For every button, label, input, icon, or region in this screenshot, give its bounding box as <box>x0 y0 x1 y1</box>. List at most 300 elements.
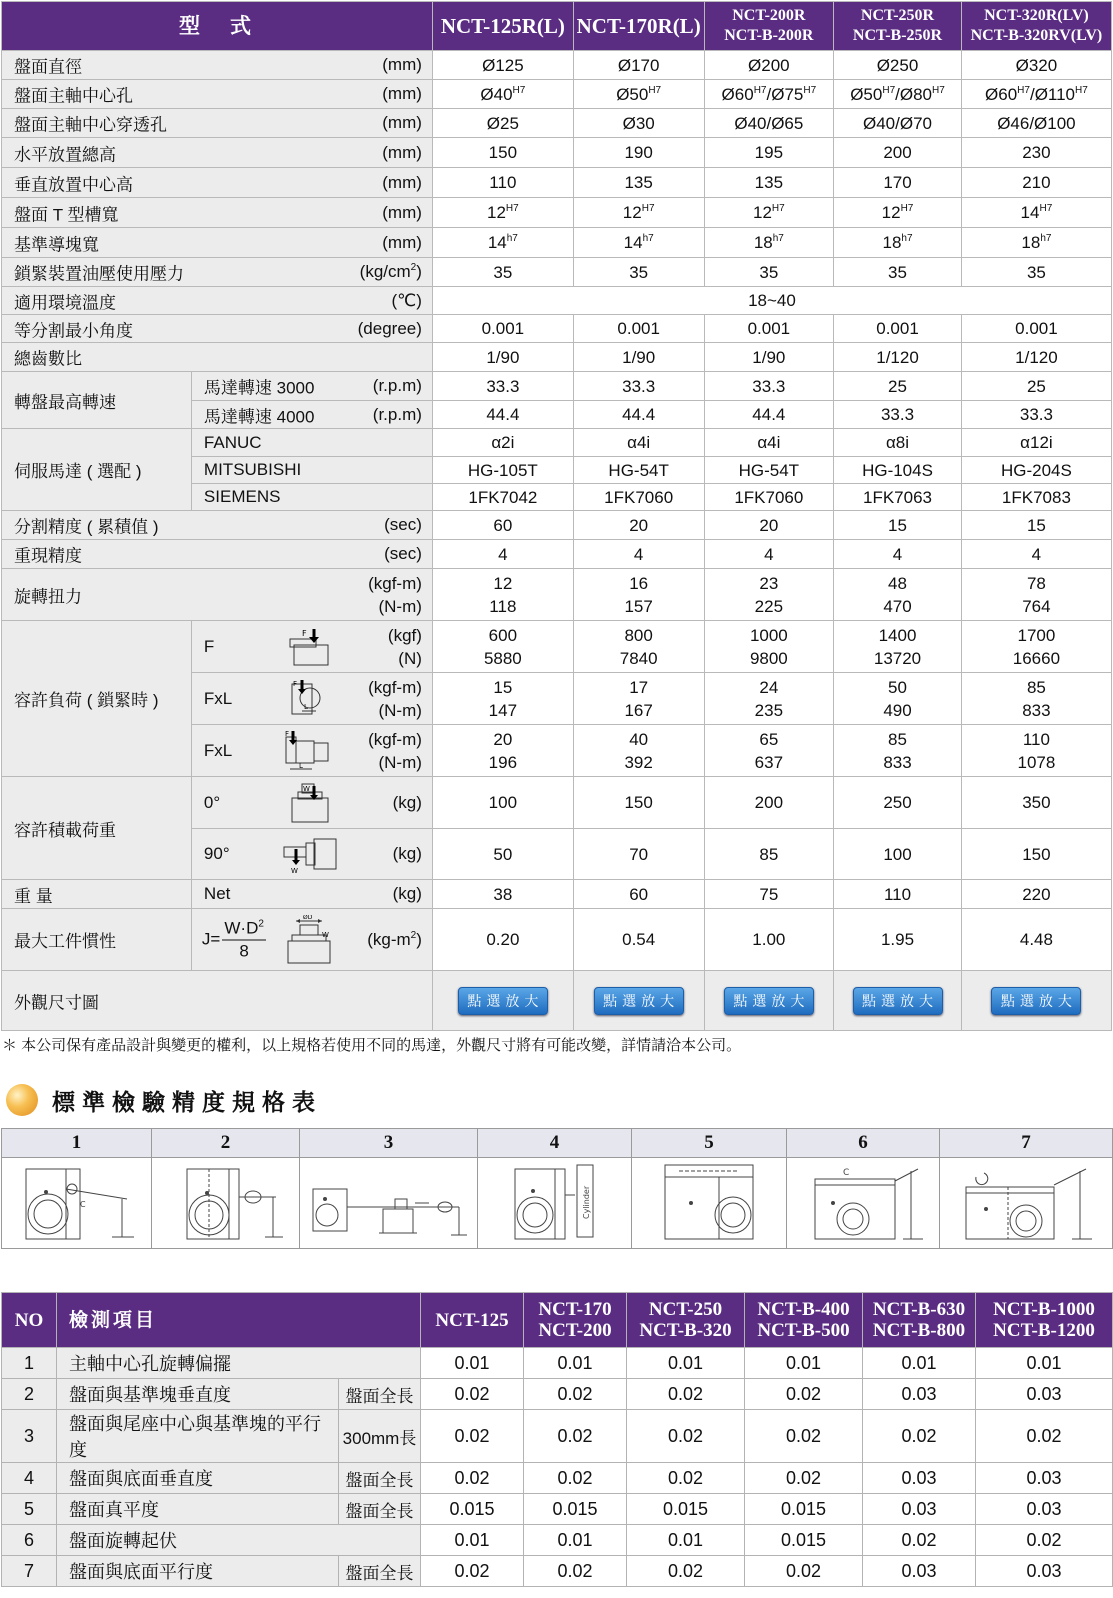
svg-text:L: L <box>303 702 308 711</box>
svg-text:C: C <box>79 1199 86 1209</box>
table-row <box>2 1463 1113 1494</box>
svg-text:C: C <box>843 1167 850 1178</box>
cell: 250 <box>834 777 962 829</box>
cell: 4.48 <box>961 909 1111 971</box>
row-load-f <box>2 621 1112 673</box>
cell: 44.4 <box>432 401 573 429</box>
cell: 17 167 <box>573 673 704 725</box>
cell: 48 470 <box>834 569 962 621</box>
cell: 0.02 <box>745 1556 863 1587</box>
sub-label: FANUC <box>203 432 262 452</box>
cell: 0.02 <box>524 1463 627 1494</box>
cell: 0.03 <box>863 1379 976 1410</box>
cell: 25 <box>834 372 962 401</box>
row-label: 盤面直徑 <box>14 57 82 77</box>
cell: α4i <box>704 429 834 457</box>
cell: 0.02 <box>627 1410 745 1463</box>
cell: 1/120 <box>834 343 962 372</box>
cell: 33.3 <box>704 372 834 401</box>
cell: 35 <box>834 258 962 287</box>
cell: 350 <box>961 777 1111 829</box>
cell: 0.02 <box>627 1379 745 1410</box>
zoom-button[interactable]: 點選放大 <box>724 987 814 1015</box>
inertia-diagram-icon <box>286 915 332 965</box>
cell: 0.02 <box>863 1410 976 1463</box>
svg-text:W: W <box>290 867 298 875</box>
cell: 0.001 <box>573 315 704 343</box>
load-f-diagram-icon <box>288 627 332 667</box>
group-label: 伺服馬達 ( 選配 ) <box>2 429 192 511</box>
cell: 195 <box>704 138 834 168</box>
cell: 35 <box>573 258 704 287</box>
cell: 150 <box>432 138 573 168</box>
cell: 15 <box>961 511 1111 540</box>
cell: 1700 16660 <box>961 621 1111 673</box>
cell: 85 833 <box>961 673 1111 725</box>
cell: 170 <box>834 168 962 198</box>
load-fxl-side-diagram-icon <box>284 729 336 773</box>
row-unit: (mm) <box>382 113 422 132</box>
row-weight-load-0 <box>2 777 1112 829</box>
cell: 1FK7060 <box>704 484 834 511</box>
inspection-diagram-5-icon <box>639 1159 779 1243</box>
inspection-diagram-6-icon <box>793 1159 933 1243</box>
cell: 60 <box>573 880 704 909</box>
diagram-number: 6 <box>787 1129 940 1158</box>
accuracy-table <box>1 1292 1113 1587</box>
sub-label: F <box>203 636 215 656</box>
cell: Ø40/Ø65 <box>704 109 834 138</box>
cell: 0.02 <box>976 1410 1113 1463</box>
row-unit: (mm) <box>382 84 422 103</box>
cell: 4 <box>704 540 834 569</box>
model-header: NCT-125 <box>421 1293 524 1348</box>
row-label: 盤面 T 型槽寬 <box>14 205 119 224</box>
row-repeatability <box>2 540 1112 569</box>
cell: 15 <box>834 511 962 540</box>
svg-text:W: W <box>302 784 310 793</box>
cell: $Ø60^{H7}/Ø110^{H7}$ <box>961 80 1111 109</box>
row-label: 盤面主軸中心孔 <box>14 86 133 106</box>
row-length: 盤面全長 <box>339 1494 421 1525</box>
model-header: NCT-320R(LV) NCT-B-320RV(LV) <box>961 2 1111 51</box>
row-label: 總齒數比 <box>14 349 82 369</box>
row-no: 6 <box>2 1525 57 1556</box>
row-no: 7 <box>2 1556 57 1587</box>
zoom-button[interactable]: 點選放大 <box>991 987 1081 1015</box>
row-unit: (r.p.m) <box>372 376 422 395</box>
cell: $18^{h7}$ <box>834 228 962 258</box>
cell: 150 <box>573 777 704 829</box>
cell: 0.54 <box>573 909 704 971</box>
cell: α8i <box>834 429 962 457</box>
row-index-accuracy <box>2 511 1112 540</box>
cell: 0.015 <box>421 1494 524 1525</box>
row-unit: (mm) <box>382 172 422 192</box>
cell: HG-204S <box>961 457 1111 484</box>
spec-title: 型式 <box>2 2 433 51</box>
cell: Ø250 <box>834 51 962 80</box>
cell: 800 7840 <box>573 621 704 673</box>
row-item: 盤面與底面平行度 <box>57 1556 339 1587</box>
cell: 1FK7060 <box>573 484 704 511</box>
table-row <box>2 1379 1113 1410</box>
row-length: 盤面全長 <box>339 1556 421 1587</box>
cell: 18~40 <box>432 287 1111 315</box>
sub-label: MITSUBISHI <box>203 460 302 479</box>
row-length: 盤面全長 <box>339 1463 421 1494</box>
sub-label: SIEMENS <box>203 487 281 506</box>
diagram-number: 1 <box>2 1129 152 1158</box>
cell: 1/90 <box>432 343 573 372</box>
group-label: 容許積載荷重 <box>2 777 192 880</box>
row-unit: (mm) <box>382 55 422 74</box>
spec-table <box>1 1 1112 1031</box>
row-unit: (kgf-m) (N-m) <box>368 573 422 616</box>
zoom-button[interactable]: 點選放大 <box>458 987 548 1015</box>
cell: 1400 13720 <box>834 621 962 673</box>
inspection-diagram-7-icon <box>946 1159 1106 1243</box>
cell: 1.00 <box>704 909 834 971</box>
cell: $14^{H7}$ <box>961 198 1111 228</box>
table-row <box>2 1494 1113 1525</box>
cell: $14^{h7}$ <box>432 228 573 258</box>
cell: 0.03 <box>976 1494 1113 1525</box>
cell: $18^{h7}$ <box>704 228 834 258</box>
row-label: 適用環境溫度 <box>14 293 116 312</box>
row-net-weight <box>2 880 1112 909</box>
cell: $14^{h7}$ <box>573 228 704 258</box>
cell: 135 <box>573 168 704 198</box>
cell: $12^{H7}$ <box>704 198 834 228</box>
model-header: NCT-B-630 NCT-B-800 <box>863 1293 976 1348</box>
cell: $Ø50^{H7}/Ø80^{H7}$ <box>834 80 962 109</box>
cell: 0.01 <box>524 1348 627 1379</box>
row-label: 等分割最小角度 <box>14 321 133 340</box>
cell: 44.4 <box>573 401 704 429</box>
table-row <box>2 1410 1113 1463</box>
cell: 0.01 <box>421 1525 524 1556</box>
cell: 135 <box>704 168 834 198</box>
zoom-button[interactable]: 點選放大 <box>594 987 684 1015</box>
diagram-number: 3 <box>300 1129 478 1158</box>
model-header: NCT-200R NCT-B-200R <box>704 2 834 51</box>
sub-label: Net <box>203 884 231 903</box>
cell: $Ø60^{H7}/Ø75^{H7}$ <box>704 80 834 109</box>
cell: 200 <box>704 777 834 829</box>
cell: 38 <box>432 880 573 909</box>
cell: $Ø50^{H7}$ <box>573 80 704 109</box>
cell: 100 <box>432 777 573 829</box>
cell: 1/120 <box>961 343 1111 372</box>
row-torque <box>2 569 1112 621</box>
cell: 25 <box>961 372 1111 401</box>
cylinder-label: Cylinder <box>581 1185 591 1219</box>
zoom-button[interactable]: 點選放大 <box>853 987 943 1015</box>
cell: 0.02 <box>524 1410 627 1463</box>
header-item: 檢測項目 <box>57 1293 421 1348</box>
cell: 24 235 <box>704 673 834 725</box>
row-label: 垂直放置中心高 <box>14 175 133 194</box>
cell: 100 <box>834 829 962 880</box>
svg-text:F: F <box>292 679 297 688</box>
cell: α4i <box>573 429 704 457</box>
diagram-number: 7 <box>940 1129 1113 1158</box>
row-unit: (kgf) (N) <box>387 625 422 668</box>
cell: 210 <box>961 168 1111 198</box>
cell: 110 1078 <box>961 725 1111 777</box>
row-unit: (℃) <box>391 290 422 310</box>
cell: 1000 9800 <box>704 621 834 673</box>
cell: 0.02 <box>421 1556 524 1587</box>
inertia-formula: J= $\frac{W\cdot D^2}{8}$ <box>201 918 264 960</box>
cell: 0.01 <box>627 1525 745 1556</box>
row-tslot <box>2 198 1112 228</box>
cell: 0.03 <box>863 1463 976 1494</box>
cell: 4 <box>432 540 573 569</box>
row-item: 盤面旋轉起伏 <box>57 1525 421 1556</box>
model-header: NCT-170R(L) <box>573 2 704 51</box>
load-0-diagram-icon <box>288 782 332 824</box>
cell: 0.01 <box>421 1348 524 1379</box>
cell: 33.3 <box>573 372 704 401</box>
row-label: 基準導塊寬 <box>14 235 99 254</box>
section-header <box>6 1083 322 1117</box>
row-no: 4 <box>2 1463 57 1494</box>
cell: Ø200 <box>704 51 834 80</box>
cell: 0.02 <box>745 1463 863 1494</box>
cell: 12 118 <box>432 569 573 621</box>
cell: 0.001 <box>432 315 573 343</box>
cell: 33.3 <box>432 372 573 401</box>
row-item: 主軸中心孔旋轉偏擺 <box>57 1348 421 1379</box>
row-unit: (kg) <box>392 884 422 903</box>
model-header: NCT-170 NCT-200 <box>524 1293 627 1348</box>
row-length: 盤面全長 <box>339 1379 421 1410</box>
group-label: 最大工件慣性 <box>2 909 192 971</box>
row-item: 盤面與底面垂直度 <box>57 1463 339 1494</box>
cell: 0.01 <box>863 1348 976 1379</box>
cell: 0.03 <box>863 1556 976 1587</box>
cell: 0.01 <box>745 1348 863 1379</box>
row-unit: $(kg/cm^2)$ <box>359 262 422 281</box>
cell: 0.015 <box>745 1525 863 1556</box>
row-servo-fanuc <box>2 429 1112 457</box>
cell: 4 <box>834 540 962 569</box>
row-unit: (mm) <box>382 142 422 162</box>
model-header: NCT-B-400 NCT-B-500 <box>745 1293 863 1348</box>
cell: 0.02 <box>976 1525 1113 1556</box>
cell: HG-104S <box>834 457 962 484</box>
row-unit: (kgf-m) (N-m) <box>368 729 422 772</box>
row-horizontal-height <box>2 138 1112 168</box>
cell: 0.02 <box>863 1525 976 1556</box>
cell: 16 157 <box>573 569 704 621</box>
cell: 33.3 <box>961 401 1111 429</box>
table-row <box>2 1348 1113 1379</box>
cell: 0.015 <box>524 1494 627 1525</box>
cell: 110 <box>834 880 962 909</box>
cell: 0.02 <box>421 1410 524 1463</box>
cell: 600 5880 <box>432 621 573 673</box>
cell: 4 <box>961 540 1111 569</box>
cell: α12i <box>961 429 1111 457</box>
cell: 0.02 <box>421 1379 524 1410</box>
cell: Ø125 <box>432 51 573 80</box>
row-no: 3 <box>2 1410 57 1463</box>
cell: 15 147 <box>432 673 573 725</box>
orange-ball-icon <box>6 1084 38 1116</box>
cell: 78 764 <box>961 569 1111 621</box>
cell: 0.01 <box>627 1348 745 1379</box>
cell: 0.01 <box>976 1348 1113 1379</box>
row-label: 重現精度 <box>14 546 82 566</box>
row-unit: (r.p.m) <box>372 404 422 424</box>
cell: HG-105T <box>432 457 573 484</box>
cell: 0.02 <box>524 1556 627 1587</box>
group-label: 容許負荷 ( 鎖緊時 ) <box>2 621 192 777</box>
cell: 0.02 <box>627 1556 745 1587</box>
cell: HG-54T <box>704 457 834 484</box>
cell: 75 <box>704 880 834 909</box>
cell: 1FK7083 <box>961 484 1111 511</box>
row-min-angle <box>2 315 1112 343</box>
cell: 35 <box>704 258 834 287</box>
model-header: NCT-250 NCT-B-320 <box>627 1293 745 1348</box>
cell: 20 <box>704 511 834 540</box>
row-unit: (kg) <box>392 844 422 863</box>
row-unit: $(kg-m^2)$ <box>367 929 422 949</box>
cell: 35 <box>432 258 573 287</box>
cell: 23 225 <box>704 569 834 621</box>
table-row <box>2 1556 1113 1587</box>
cell: $12^{H7}$ <box>834 198 962 228</box>
group-label: 轉盤最高轉速 <box>2 372 192 429</box>
inspection-diagram-2-icon <box>161 1159 291 1243</box>
cell: 1/90 <box>573 343 704 372</box>
cell: 85 <box>704 829 834 880</box>
cell: α2i <box>432 429 573 457</box>
cell: 33.3 <box>834 401 962 429</box>
row-bore <box>2 80 1112 109</box>
diagram-number: 2 <box>152 1129 300 1158</box>
sub-label: 0° <box>203 792 221 812</box>
load-fxl-diagram-icon <box>288 678 332 720</box>
row-diameter <box>2 51 1112 80</box>
cell: 110 <box>432 168 573 198</box>
cell: 0.03 <box>976 1379 1113 1410</box>
cell: 230 <box>961 138 1111 168</box>
cell: 0.02 <box>627 1463 745 1494</box>
sub-label: 馬達轉速 3000 <box>203 378 315 398</box>
row-unit: (degree) <box>357 318 422 338</box>
cell: 0.03 <box>976 1463 1113 1494</box>
row-vertical-center <box>2 168 1112 198</box>
model-header: NCT-250R NCT-B-250R <box>834 2 962 51</box>
group-label: 重 量 <box>2 880 192 909</box>
row-temperature <box>2 287 1112 315</box>
row-label: 旋轉扭力 <box>14 587 82 606</box>
sub-label: 90° <box>203 844 230 863</box>
row-pressure <box>2 258 1112 287</box>
row-item: 盤面與基準塊垂直度 <box>57 1379 339 1410</box>
cell: 0.02 <box>524 1379 627 1410</box>
cell: 44.4 <box>704 401 834 429</box>
row-no: 5 <box>2 1494 57 1525</box>
row-no: 2 <box>2 1379 57 1410</box>
cell: 0.001 <box>704 315 834 343</box>
table-row <box>2 1525 1113 1556</box>
cell: 0.20 <box>432 909 573 971</box>
cell: 1FK7063 <box>834 484 962 511</box>
cell: Ø320 <box>961 51 1111 80</box>
row-unit: (kg) <box>392 792 422 812</box>
cell: $Ø40^{H7}$ <box>432 80 573 109</box>
inspection-diagram-3-icon <box>309 1159 469 1243</box>
row-gear-ratio <box>2 343 1112 372</box>
cell: 0.02 <box>745 1410 863 1463</box>
cell: Ø40/Ø70 <box>834 109 962 138</box>
row-label: 水平放置總高 <box>14 145 116 164</box>
svg-text:ØD: ØD <box>302 914 313 921</box>
row-unit: (mm) <box>382 232 422 252</box>
cell: 0.001 <box>834 315 962 343</box>
cell: Ø170 <box>573 51 704 80</box>
cell: 1FK7042 <box>432 484 573 511</box>
sub-label: 馬達轉速 4000 <box>203 407 315 426</box>
cell: 190 <box>573 138 704 168</box>
row-item: 盤面真平度 <box>57 1494 339 1525</box>
cell: 20 <box>573 511 704 540</box>
section-title: 標準檢驗精度規格表 <box>52 1088 322 1115</box>
svg-text:F: F <box>284 729 289 738</box>
cell: 50 <box>432 829 573 880</box>
row-no: 1 <box>2 1348 57 1379</box>
cell: 65 637 <box>704 725 834 777</box>
row-inertia <box>2 909 1112 971</box>
cell: 0.01 <box>524 1525 627 1556</box>
cell: 1.95 <box>834 909 962 971</box>
diagram-number: 4 <box>478 1129 632 1158</box>
cell: 150 <box>961 829 1111 880</box>
cell: 4 <box>573 540 704 569</box>
row-unit: (sec) <box>384 544 422 563</box>
cell: 50 490 <box>834 673 962 725</box>
sub-label: FxL <box>203 740 233 760</box>
row-unit: (mm) <box>382 202 422 222</box>
cell: 0.001 <box>961 315 1111 343</box>
cell: 0.02 <box>421 1463 524 1494</box>
header-no: NO <box>2 1293 57 1348</box>
row-unit: (sec) <box>384 515 422 534</box>
cell: 0.03 <box>976 1556 1113 1587</box>
inspection-diagram-table <box>1 1128 1113 1249</box>
cell: Ø25 <box>432 109 573 138</box>
cell: Ø30 <box>573 109 704 138</box>
cell: 0.015 <box>745 1494 863 1525</box>
row-label: 分割精度 ( 累積值 ) <box>14 517 159 537</box>
cell: 0.02 <box>745 1379 863 1410</box>
cell: 60 <box>432 511 573 540</box>
cell: HG-54T <box>573 457 704 484</box>
load-90-diagram-icon <box>280 833 340 875</box>
svg-text:L: L <box>298 761 303 770</box>
cell: 220 <box>961 880 1111 909</box>
model-header: NCT-125R(L) <box>432 2 573 51</box>
cell: $12^{H7}$ <box>573 198 704 228</box>
svg-text:F: F <box>301 628 307 638</box>
cell: $12^{H7}$ <box>432 198 573 228</box>
